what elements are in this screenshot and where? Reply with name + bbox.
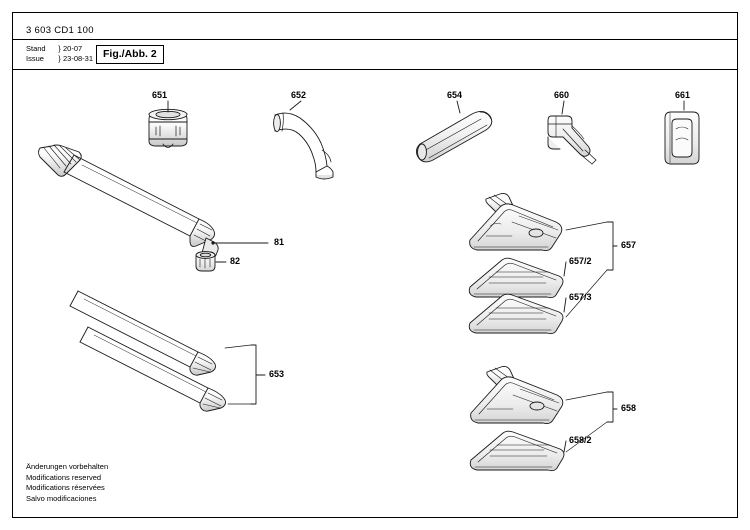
document-number: 3 603 CD1 100 — [26, 25, 94, 36]
footer-line-en: Modifications reserved — [26, 472, 102, 482]
callout-660: 660 — [554, 90, 570, 100]
meta-label-issue: Issue — [26, 54, 44, 63]
callout-657-3: 657/3 — [569, 292, 592, 302]
brace-icon: } — [58, 54, 61, 63]
footer-line-es: Salvo modificaciones — [26, 493, 97, 503]
header-meta-block — [26, 44, 93, 64]
meta-label-stand: Stand — [26, 44, 46, 53]
footer-line-fr: Modifications réservées — [26, 483, 105, 492]
header-divider-top — [12, 39, 738, 40]
page-border — [12, 12, 738, 518]
callout-653: 653 — [269, 369, 285, 379]
callout-657-2: 657/2 — [569, 256, 592, 266]
callout-82: 82 — [230, 256, 241, 266]
callout-658: 658 — [621, 403, 637, 413]
callout-81: 81 — [274, 237, 285, 247]
meta-row-stand — [26, 44, 93, 54]
meta-row-issue — [26, 54, 93, 64]
header-divider-bottom — [12, 69, 738, 70]
figure-label: Fig./Abb. 2 — [96, 45, 164, 64]
callout-658-2: 658/2 — [569, 435, 592, 445]
callout-661: 661 — [675, 90, 691, 100]
callout-657: 657 — [621, 240, 637, 250]
footer-line-de: Änderungen vorbehalten — [26, 462, 109, 471]
brace-icon: } — [58, 44, 61, 53]
footer-disclaimer — [26, 462, 108, 504]
callout-654: 654 — [447, 90, 463, 100]
callout-652: 652 — [291, 90, 307, 100]
callout-651: 651 — [152, 90, 168, 100]
meta-value-issue: 23-08-31 — [63, 54, 94, 63]
meta-value-stand: 20-07 — [63, 44, 83, 53]
